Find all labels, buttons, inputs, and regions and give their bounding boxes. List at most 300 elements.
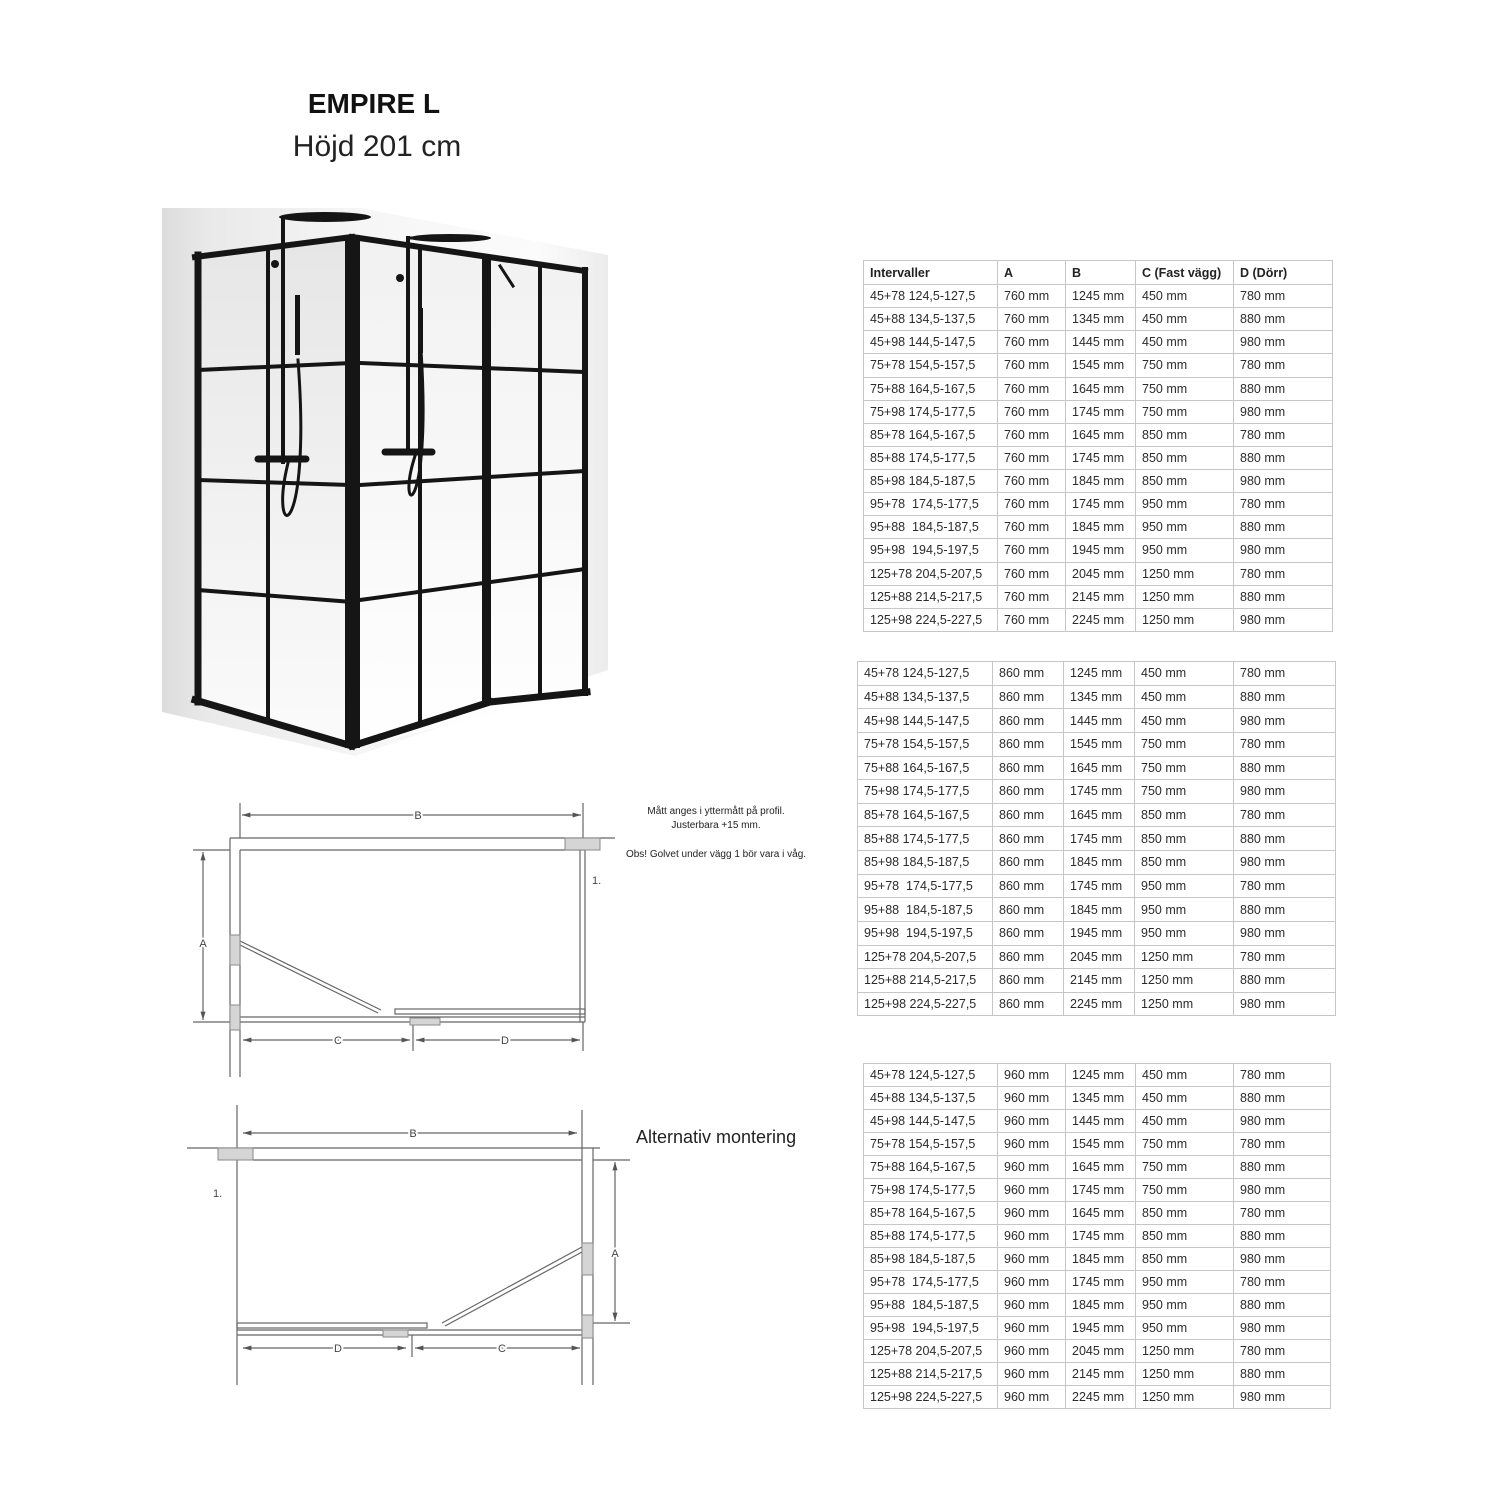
table-cell: 1745 mm [1066, 446, 1136, 469]
table-cell: 450 mm [1136, 1087, 1234, 1110]
table-cell: 1345 mm [1064, 685, 1135, 709]
table-cell: 860 mm [993, 662, 1064, 686]
table-cell: 860 mm [993, 803, 1064, 827]
table-row [864, 1110, 1331, 1133]
table-cell: 960 mm [998, 1156, 1066, 1179]
table-cell: 1250 mm [1135, 992, 1234, 1016]
table-cell: 760 mm [998, 493, 1066, 516]
door-profile [482, 256, 491, 703]
side-glass [198, 237, 352, 746]
size-table-a-760 [863, 260, 1333, 632]
table-cell: 760 mm [998, 308, 1066, 331]
table-row [864, 1179, 1331, 1202]
table-cell: 950 mm [1135, 898, 1234, 922]
column-header: D (Dörr) [1234, 261, 1333, 285]
front-glass [360, 237, 585, 746]
table-cell: 780 mm [1234, 662, 1336, 686]
table-cell: 1645 mm [1066, 377, 1136, 400]
table-cell: 450 mm [1136, 1110, 1234, 1133]
table-cell: 95+88 184,5-187,5 [864, 516, 998, 539]
table-row [864, 354, 1333, 377]
note-dimensions: Mått anges i yttermått på profil. [647, 806, 785, 817]
table-cell: 1845 mm [1064, 851, 1135, 875]
table-cell: 780 mm [1234, 285, 1333, 308]
size-table-a-960 [863, 1063, 1331, 1409]
table-cell: 760 mm [998, 562, 1066, 585]
table-cell: 760 mm [998, 539, 1066, 562]
table-cell: 45+98 144,5-147,5 [858, 709, 993, 733]
table-cell: 750 mm [1136, 377, 1234, 400]
table-cell: 780 mm [1234, 803, 1336, 827]
table-cell: 45+88 134,5-137,5 [858, 685, 993, 709]
table-cell: 2045 mm [1066, 1340, 1136, 1363]
table-cell: 880 mm [1234, 377, 1333, 400]
product-height: Höjd 201 cm [292, 130, 462, 163]
dimension-d-label: D [334, 1343, 342, 1355]
table-cell: 880 mm [1234, 308, 1333, 331]
table-cell: 1250 mm [1136, 608, 1234, 631]
table-row [864, 1087, 1331, 1110]
table-cell: 1445 mm [1064, 709, 1135, 733]
table-cell: 450 mm [1135, 709, 1234, 733]
table-cell: 85+88 174,5-177,5 [864, 446, 998, 469]
table-row [864, 1317, 1331, 1340]
table-cell: 85+88 174,5-177,5 [864, 1225, 998, 1248]
table-row [864, 1202, 1331, 1225]
table-cell: 950 mm [1136, 539, 1234, 562]
table-cell: 850 mm [1135, 803, 1234, 827]
table-cell: 980 mm [1234, 1248, 1331, 1271]
dimension-b-label: B [414, 810, 422, 822]
table-cell: 750 mm [1136, 354, 1234, 377]
table-cell: 75+98 174,5-177,5 [864, 400, 998, 423]
plan-lines [187, 1105, 630, 1385]
table-cell: 780 mm [1234, 354, 1333, 377]
table-row [864, 308, 1333, 331]
table-cell: 850 mm [1136, 423, 1234, 446]
table-cell: 980 mm [1234, 1386, 1331, 1409]
plan-profiles [230, 838, 600, 1030]
table-cell: 95+98 194,5-197,5 [858, 921, 993, 945]
wall-number-label: 1. [592, 875, 602, 887]
table-cell: 45+88 134,5-137,5 [864, 1087, 998, 1110]
table-cell: 750 mm [1136, 1179, 1234, 1202]
table-cell: 1545 mm [1066, 354, 1136, 377]
table-cell: 980 mm [1234, 539, 1333, 562]
table-cell: 1745 mm [1066, 1179, 1136, 1202]
table-cell: 125+98 224,5-227,5 [864, 608, 998, 631]
table-cell: 980 mm [1234, 1179, 1331, 1202]
table-cell: 850 mm [1136, 1202, 1234, 1225]
table-cell: 750 mm [1136, 400, 1234, 423]
table-cell: 75+88 164,5-167,5 [864, 377, 998, 400]
table-cell: 950 mm [1136, 1294, 1234, 1317]
table-cell: 1645 mm [1064, 756, 1135, 780]
table-cell: 45+78 124,5-127,5 [858, 662, 993, 686]
table-row [864, 377, 1333, 400]
table-cell: 75+78 154,5-157,5 [858, 732, 993, 756]
table-cell: 450 mm [1136, 331, 1234, 354]
table-cell: 750 mm [1136, 1156, 1234, 1179]
table-cell: 950 mm [1135, 921, 1234, 945]
table-cell: 880 mm [1234, 969, 1336, 993]
dimension-b-label: B [409, 1128, 417, 1140]
table-cell: 95+78 174,5-177,5 [864, 1271, 998, 1294]
product-title: EMPIRE L [307, 88, 441, 119]
table-cell: 1245 mm [1064, 662, 1135, 686]
table-cell: 960 mm [998, 1294, 1066, 1317]
table-row [864, 608, 1333, 631]
table-cell: 450 mm [1135, 662, 1234, 686]
table-cell: 960 mm [998, 1386, 1066, 1409]
table-row [864, 1225, 1331, 1248]
dimension-a-label: A [611, 1248, 619, 1260]
table-cell: 760 mm [998, 423, 1066, 446]
table-cell: 1945 mm [1066, 539, 1136, 562]
table-cell: 760 mm [998, 331, 1066, 354]
table-cell: 760 mm [998, 354, 1066, 377]
table-cell: 1545 mm [1066, 1133, 1136, 1156]
table-cell: 780 mm [1234, 562, 1333, 585]
note-adjustable: Justerbara +15 mm. [671, 820, 761, 831]
table-cell: 880 mm [1234, 1225, 1331, 1248]
table-cell: 2145 mm [1064, 969, 1135, 993]
table-row [864, 539, 1333, 562]
table-cell: 750 mm [1136, 1133, 1234, 1156]
table-cell: 980 mm [1234, 1110, 1331, 1133]
table-row [864, 1363, 1331, 1386]
table-cell: 850 mm [1136, 1248, 1234, 1271]
table-row [858, 756, 1336, 780]
table-row [864, 585, 1333, 608]
table-cell: 860 mm [993, 992, 1064, 1016]
table-row [858, 898, 1336, 922]
table-cell: 2045 mm [1064, 945, 1135, 969]
table-cell: 85+78 164,5-167,5 [864, 1202, 998, 1225]
table-row [864, 1064, 1331, 1087]
floor-plan-standard [185, 795, 625, 1080]
table-row [858, 803, 1336, 827]
table-row [864, 470, 1333, 493]
table-cell: 95+98 194,5-197,5 [864, 1317, 998, 1340]
hand-shower [295, 295, 300, 355]
dimension-d-label: D [501, 1035, 509, 1047]
table-cell: 2045 mm [1066, 562, 1136, 585]
table-row [864, 1133, 1331, 1156]
table-cell: 950 mm [1135, 874, 1234, 898]
table-row [864, 562, 1333, 585]
table-cell: 880 mm [1234, 827, 1336, 851]
table-cell: 1250 mm [1135, 969, 1234, 993]
table-cell: 1745 mm [1066, 1225, 1136, 1248]
table-row [858, 827, 1336, 851]
table-cell: 850 mm [1135, 851, 1234, 875]
table-cell: 760 mm [998, 585, 1066, 608]
table-row [858, 662, 1336, 686]
table-cell: 860 mm [993, 709, 1064, 733]
table-cell: 125+88 214,5-217,5 [858, 969, 993, 993]
table-cell: 980 mm [1234, 992, 1336, 1016]
table-cell: 750 mm [1135, 732, 1234, 756]
table-cell: 95+78 174,5-177,5 [858, 874, 993, 898]
table-cell: 2145 mm [1066, 1363, 1136, 1386]
table-cell: 860 mm [993, 756, 1064, 780]
table-cell: 2245 mm [1066, 1386, 1136, 1409]
dimension-c-label: C [498, 1343, 506, 1355]
door-handle [410, 1018, 440, 1025]
table-cell: 75+98 174,5-177,5 [858, 780, 993, 804]
table-cell: 125+98 224,5-227,5 [864, 1386, 998, 1409]
table-cell: 760 mm [998, 400, 1066, 423]
table-cell: 780 mm [1234, 1064, 1331, 1087]
table-cell: 750 mm [1135, 780, 1234, 804]
table-cell: 1645 mm [1064, 803, 1135, 827]
table-cell: 1345 mm [1066, 1087, 1136, 1110]
table-cell: 780 mm [1234, 1271, 1331, 1294]
table-cell: 780 mm [1234, 493, 1333, 516]
table-cell: 1250 mm [1136, 585, 1234, 608]
table-cell: 980 mm [1234, 331, 1333, 354]
table-cell: 880 mm [1234, 1363, 1331, 1386]
table-cell: 1845 mm [1066, 1248, 1136, 1271]
table-cell: 960 mm [998, 1363, 1066, 1386]
table-cell: 125+78 204,5-207,5 [864, 562, 998, 585]
table-cell: 880 mm [1234, 898, 1336, 922]
door-handle [383, 1330, 408, 1337]
table-cell: 860 mm [993, 685, 1064, 709]
table-row [864, 423, 1333, 446]
table-cell: 880 mm [1234, 1156, 1331, 1179]
table-row [858, 874, 1336, 898]
table-cell: 1250 mm [1136, 1386, 1234, 1409]
table-cell: 960 mm [998, 1225, 1066, 1248]
table-cell: 2245 mm [1064, 992, 1135, 1016]
table-cell: 85+98 184,5-187,5 [864, 1248, 998, 1271]
table-cell: 45+98 144,5-147,5 [864, 1110, 998, 1133]
table-cell: 95+78 174,5-177,5 [864, 493, 998, 516]
table-cell: 85+78 164,5-167,5 [864, 423, 998, 446]
table-row [864, 285, 1333, 308]
table-cell: 850 mm [1136, 1225, 1234, 1248]
wall-number-label: 1. [213, 1188, 223, 1200]
table-cell: 1445 mm [1066, 331, 1136, 354]
table-row [864, 1386, 1331, 1409]
table-cell: 780 mm [1234, 732, 1336, 756]
table-cell: 85+98 184,5-187,5 [858, 851, 993, 875]
alternative-mounting-title: Alternativ montering [636, 1127, 797, 1147]
table-cell: 1250 mm [1136, 1340, 1234, 1363]
table-cell: 2245 mm [1066, 608, 1136, 631]
table-header-row [864, 261, 1333, 285]
column-header: C (Fast vägg) [1136, 261, 1234, 285]
table-cell: 760 mm [998, 516, 1066, 539]
table-cell: 760 mm [998, 285, 1066, 308]
table-cell: 780 mm [1234, 874, 1336, 898]
table-cell: 860 mm [993, 945, 1064, 969]
table-cell: 860 mm [993, 874, 1064, 898]
dimension-c-label: C [334, 1035, 342, 1047]
table-cell: 1245 mm [1066, 1064, 1136, 1087]
table-cell: 1945 mm [1066, 1317, 1136, 1340]
table-cell: 1845 mm [1064, 898, 1135, 922]
table-cell: 85+78 164,5-167,5 [858, 803, 993, 827]
table-cell: 980 mm [1234, 470, 1333, 493]
table-row [858, 709, 1336, 733]
table-cell: 1845 mm [1066, 470, 1136, 493]
table-cell: 75+98 174,5-177,5 [864, 1179, 998, 1202]
table-cell: 45+88 134,5-137,5 [864, 308, 998, 331]
table-cell: 880 mm [1234, 685, 1336, 709]
table-row [858, 992, 1336, 1016]
table-cell: 1745 mm [1064, 780, 1135, 804]
table-cell: 950 mm [1136, 516, 1234, 539]
table-cell: 1745 mm [1066, 400, 1136, 423]
size-table-a-860 [857, 661, 1336, 1016]
table-cell: 125+88 214,5-217,5 [864, 1363, 998, 1386]
table-cell: 1845 mm [1066, 1294, 1136, 1317]
table-row [864, 446, 1333, 469]
table-row [864, 400, 1333, 423]
table-cell: 1645 mm [1066, 1202, 1136, 1225]
table-cell: 1745 mm [1064, 874, 1135, 898]
plan-lines [193, 803, 615, 1077]
table-cell: 450 mm [1135, 685, 1234, 709]
table-cell: 450 mm [1136, 1064, 1234, 1087]
table-row [858, 945, 1336, 969]
table-cell: 85+98 184,5-187,5 [864, 470, 998, 493]
table-cell: 760 mm [998, 377, 1066, 400]
table-cell: 1545 mm [1064, 732, 1135, 756]
table-cell: 1845 mm [1066, 516, 1136, 539]
table-cell: 960 mm [998, 1271, 1066, 1294]
table-cell: 960 mm [998, 1317, 1066, 1340]
table-row [864, 493, 1333, 516]
table-cell: 85+88 174,5-177,5 [858, 827, 993, 851]
table-cell: 950 mm [1136, 1317, 1234, 1340]
table-cell: 450 mm [1136, 308, 1234, 331]
table-cell: 45+98 144,5-147,5 [864, 331, 998, 354]
table-cell: 1345 mm [1066, 308, 1136, 331]
table-cell: 125+98 224,5-227,5 [858, 992, 993, 1016]
table-cell: 880 mm [1234, 756, 1336, 780]
table-cell: 780 mm [1234, 423, 1333, 446]
table-row [864, 1294, 1331, 1317]
table-cell: 960 mm [998, 1248, 1066, 1271]
table-cell: 960 mm [998, 1133, 1066, 1156]
table-row [858, 732, 1336, 756]
table-cell: 850 mm [1136, 470, 1234, 493]
table-cell: 850 mm [1136, 446, 1234, 469]
table-row [864, 1156, 1331, 1179]
table-cell: 860 mm [993, 921, 1064, 945]
table-cell: 95+88 184,5-187,5 [858, 898, 993, 922]
table-cell: 780 mm [1234, 1202, 1331, 1225]
table-cell: 960 mm [998, 1064, 1066, 1087]
table-cell: 860 mm [993, 780, 1064, 804]
column-header: A [998, 261, 1066, 285]
table-row [858, 685, 1336, 709]
table-cell: 980 mm [1234, 780, 1336, 804]
table-cell: 1250 mm [1136, 1363, 1234, 1386]
table-cell: 75+88 164,5-167,5 [858, 756, 993, 780]
column-header: Intervaller [864, 261, 998, 285]
table-cell: 960 mm [998, 1087, 1066, 1110]
table-cell: 860 mm [993, 898, 1064, 922]
table-cell: 75+78 154,5-157,5 [864, 1133, 998, 1156]
table-cell: 780 mm [1234, 945, 1336, 969]
table-cell: 980 mm [1234, 921, 1336, 945]
table-cell: 880 mm [1234, 516, 1333, 539]
table-cell: 880 mm [1234, 1294, 1331, 1317]
table-row [858, 851, 1336, 875]
table-cell: 1745 mm [1066, 493, 1136, 516]
table-cell: 850 mm [1135, 827, 1234, 851]
table-cell: 125+88 214,5-217,5 [864, 585, 998, 608]
table-cell: 760 mm [998, 608, 1066, 631]
table-cell: 860 mm [993, 732, 1064, 756]
table-cell: 960 mm [998, 1179, 1066, 1202]
table-cell: 760 mm [998, 446, 1066, 469]
table-cell: 860 mm [993, 969, 1064, 993]
table-cell: 1250 mm [1136, 562, 1234, 585]
table-cell: 860 mm [993, 827, 1064, 851]
table-cell: 960 mm [998, 1340, 1066, 1363]
table-row [864, 516, 1333, 539]
table-cell: 1745 mm [1064, 827, 1135, 851]
shower-enclosure-illustration [160, 200, 612, 760]
table-cell: 1645 mm [1066, 1156, 1136, 1179]
table-cell: 880 mm [1234, 446, 1333, 469]
table-cell: 125+78 204,5-207,5 [858, 945, 993, 969]
table-cell: 960 mm [998, 1110, 1066, 1133]
note-floor: Obs! Golvet under vägg 1 bör vara i våg. [625, 849, 807, 860]
table-cell: 1945 mm [1064, 921, 1135, 945]
dimension-a-label: A [199, 938, 207, 950]
corner-post [345, 235, 360, 748]
table-cell: 980 mm [1234, 851, 1336, 875]
table-cell: 450 mm [1136, 285, 1234, 308]
table-cell: 75+88 164,5-167,5 [864, 1156, 998, 1179]
table-cell: 980 mm [1234, 1317, 1331, 1340]
table-cell: 45+78 124,5-127,5 [864, 1064, 998, 1087]
table-cell: 95+88 184,5-187,5 [864, 1294, 998, 1317]
table-cell: 760 mm [998, 470, 1066, 493]
table-row [864, 331, 1333, 354]
table-cell: 860 mm [993, 851, 1064, 875]
table-cell: 2145 mm [1066, 585, 1136, 608]
table-row [858, 780, 1336, 804]
table-cell: 1645 mm [1066, 423, 1136, 446]
table-cell: 780 mm [1234, 1133, 1331, 1156]
table-row [864, 1271, 1331, 1294]
table-cell: 1445 mm [1066, 1110, 1136, 1133]
table-cell: 45+78 124,5-127,5 [864, 285, 998, 308]
column-header: B [1066, 261, 1136, 285]
table-cell: 980 mm [1234, 709, 1336, 733]
table-cell: 880 mm [1234, 1087, 1331, 1110]
plan-profiles [218, 1148, 593, 1338]
table-cell: 950 mm [1136, 493, 1234, 516]
table-cell: 95+98 194,5-197,5 [864, 539, 998, 562]
table-cell: 980 mm [1234, 608, 1333, 631]
table-row [864, 1248, 1331, 1271]
table-cell: 125+78 204,5-207,5 [864, 1340, 998, 1363]
table-cell: 1745 mm [1066, 1271, 1136, 1294]
table-cell: 980 mm [1234, 400, 1333, 423]
floor-plan-alternative [180, 1095, 640, 1390]
table-row [858, 969, 1336, 993]
table-cell: 750 mm [1135, 756, 1234, 780]
